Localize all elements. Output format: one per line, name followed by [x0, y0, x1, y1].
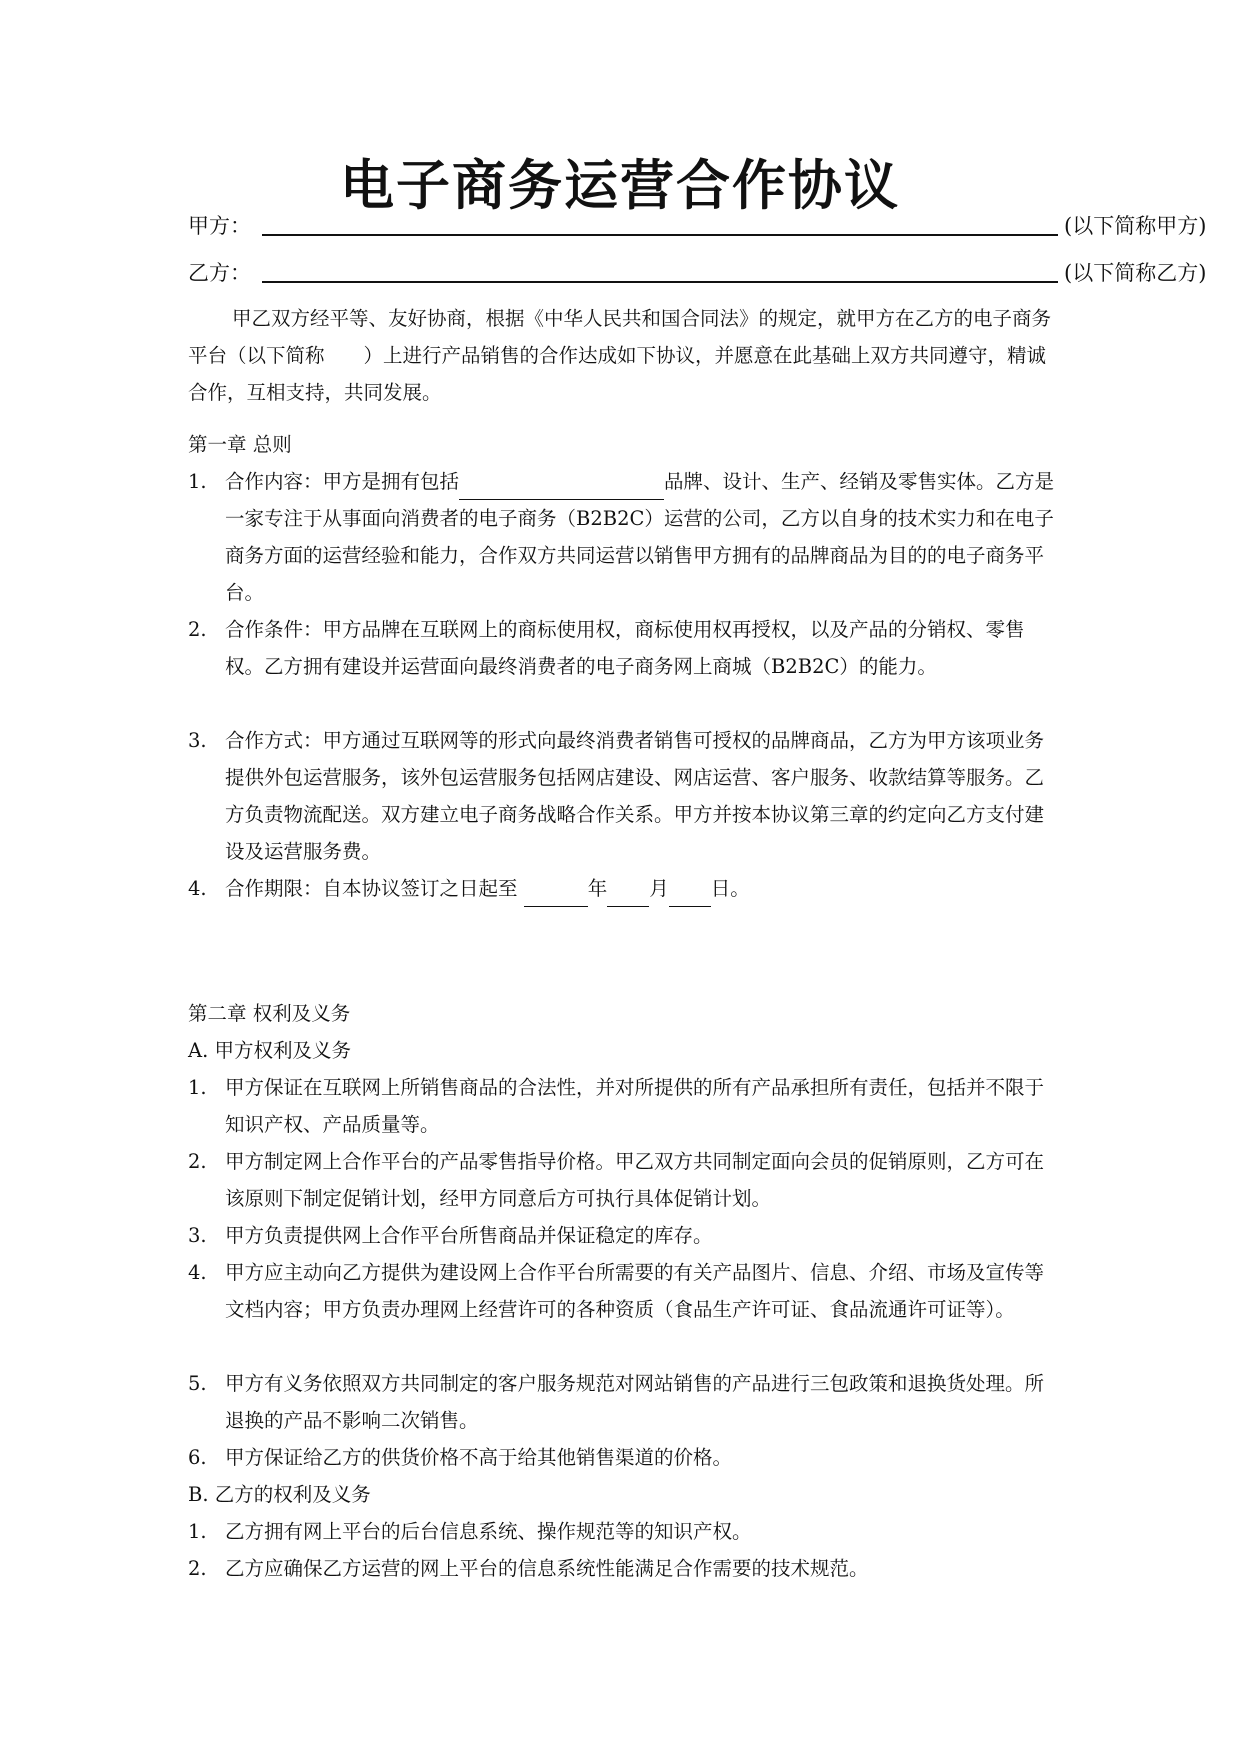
party-a-row	[188, 206, 1207, 246]
party-b-label: 乙方：	[188, 261, 251, 285]
item-number: 1.	[188, 1520, 207, 1543]
section-b-item-1	[188, 1513, 1058, 1550]
item-text	[225, 870, 1058, 907]
item-text: 甲方保证在互联网上所销售商品的合法性，并对所提供的所有产品承担所有责任，包括并不限于知识产权、产品质量等。	[225, 1076, 1045, 1136]
section-a-item-2	[188, 1143, 1058, 1217]
item-text	[225, 463, 1058, 611]
chapter-1-item-1	[188, 463, 1058, 611]
party-b-blank-line	[262, 281, 1058, 283]
month-blank	[607, 882, 649, 907]
item-text: 甲方制定网上合作平台的产品零售指导价格。甲乙双方共同制定面向会员的促销原则，乙方可在该原则下制定促销计划，经甲方同意后方可执行具体促销计划。	[225, 1150, 1045, 1210]
item-text: 合作方式：甲方通过互联网等的形式向最终消费者销售可授权的品牌商品，乙方为甲方该项业务提供外包运营服务，该外包运营服务包括网店建设、网店运营、客户服务、收款结算等服务。乙方负责物流配送。双方建立电子商务战略合作关系。甲方并按本协议第三章的约定向乙方支付建设及运营服务费。	[225, 729, 1045, 863]
item-number: 6.	[188, 1446, 207, 1469]
item-text: 乙方拥有网上平台的后台信息系统、操作规范等的知识产权。	[225, 1520, 752, 1543]
party-b-suffix: (以下简称乙方)	[1064, 261, 1207, 285]
item-number: 2.	[188, 618, 207, 641]
chapter-1-item-2	[188, 611, 1058, 685]
day-blank	[669, 882, 711, 907]
section-a-item-5	[188, 1365, 1058, 1439]
item-number: 1.	[188, 1076, 207, 1099]
item-number: 3.	[188, 1224, 207, 1247]
document-title: 电子商务运营合作协议	[340, 153, 900, 217]
item-number: 2.	[188, 1557, 207, 1580]
party-a-suffix: (以下简称甲方)	[1064, 214, 1207, 238]
party-b-row	[188, 253, 1207, 293]
item-number: 4.	[188, 877, 207, 900]
section-b-heading: B. 乙方的权利及义务	[188, 1483, 371, 1506]
section-a-heading: A. 甲方权利及义务	[188, 1039, 351, 1062]
item-text: 甲方负责提供网上合作平台所售商品并保证稳定的库存。	[225, 1224, 713, 1247]
party-a-blank-line	[262, 234, 1058, 236]
item-text: 乙方应确保乙方运营的网上平台的信息系统性能满足合作需要的技术规范。	[225, 1557, 869, 1580]
term-text: 合作期限：自本协议签订之日起至	[225, 877, 524, 900]
day-label: 日。	[710, 877, 750, 900]
year-blank	[524, 882, 588, 907]
section-b-item-2	[188, 1550, 1058, 1587]
section-a-item-6	[188, 1439, 1058, 1476]
brand-blank	[459, 475, 664, 500]
chapter-1-heading: 第一章 总则	[188, 433, 292, 456]
item-text: 合作条件：甲方品牌在互联网上的商标使用权，商标使用权再授权，以及产品的分销权、零售权。乙方拥有建设并运营面向最终消费者的电子商务网上商城（B2B2C）的能力。	[225, 618, 1025, 678]
preamble-paragraph: 甲乙双方经平等、友好协商，根据《中华人民共和国合同法》的规定，就甲方在乙方的电子商务平台（以下简称 ）上进行产品销售的合作达成如下协议，并愿意在此基础上双方共同遵守，精诚合作，互相支持，共同发展。	[188, 307, 1052, 404]
chapter-1-item-4	[188, 870, 1058, 907]
item-text-before-blank: 合作内容：甲方是拥有包括	[225, 470, 460, 493]
month-label: 月	[649, 877, 669, 900]
item-text: 甲方应主动向乙方提供为建设网上合作平台所需要的有关产品图片、信息、介绍、市场及宣传等文档内容；甲方负责办理网上经营许可的各种资质（食品生产许可证、食品流通许可证等）。	[225, 1261, 1045, 1321]
item-text-after-blank: 品牌、设计、生产、经销及零售实体。乙方是一家专注于从事面向消费者的电子商务（B2B2C）运营的公司，乙方以自身的技术实力和在电子商务方面的运营经验和能力，合作双方共同运营以销售甲方拥有的品牌商品为目的的电子商务平台。	[225, 470, 1055, 604]
item-number: 4.	[188, 1261, 207, 1284]
chapter-1-item-3	[188, 722, 1058, 870]
item-number: 1.	[188, 470, 207, 493]
section-a-item-3	[188, 1217, 1058, 1254]
item-number: 5.	[188, 1372, 207, 1395]
chapter-2-heading: 第二章 权利及义务	[188, 1002, 351, 1025]
item-text: 甲方有义务依照双方共同制定的客户服务规范对网站销售的产品进行三包政策和退换货处理。所退换的产品不影响二次销售。	[225, 1372, 1045, 1432]
section-a-item-1	[188, 1069, 1058, 1143]
party-a-label: 甲方：	[188, 214, 251, 238]
section-a-item-4	[188, 1254, 1058, 1328]
item-number: 3.	[188, 729, 207, 752]
item-text: 甲方保证给乙方的供货价格不高于给其他销售渠道的价格。	[225, 1446, 733, 1469]
year-label: 年	[587, 877, 608, 900]
item-number: 2.	[188, 1150, 207, 1173]
